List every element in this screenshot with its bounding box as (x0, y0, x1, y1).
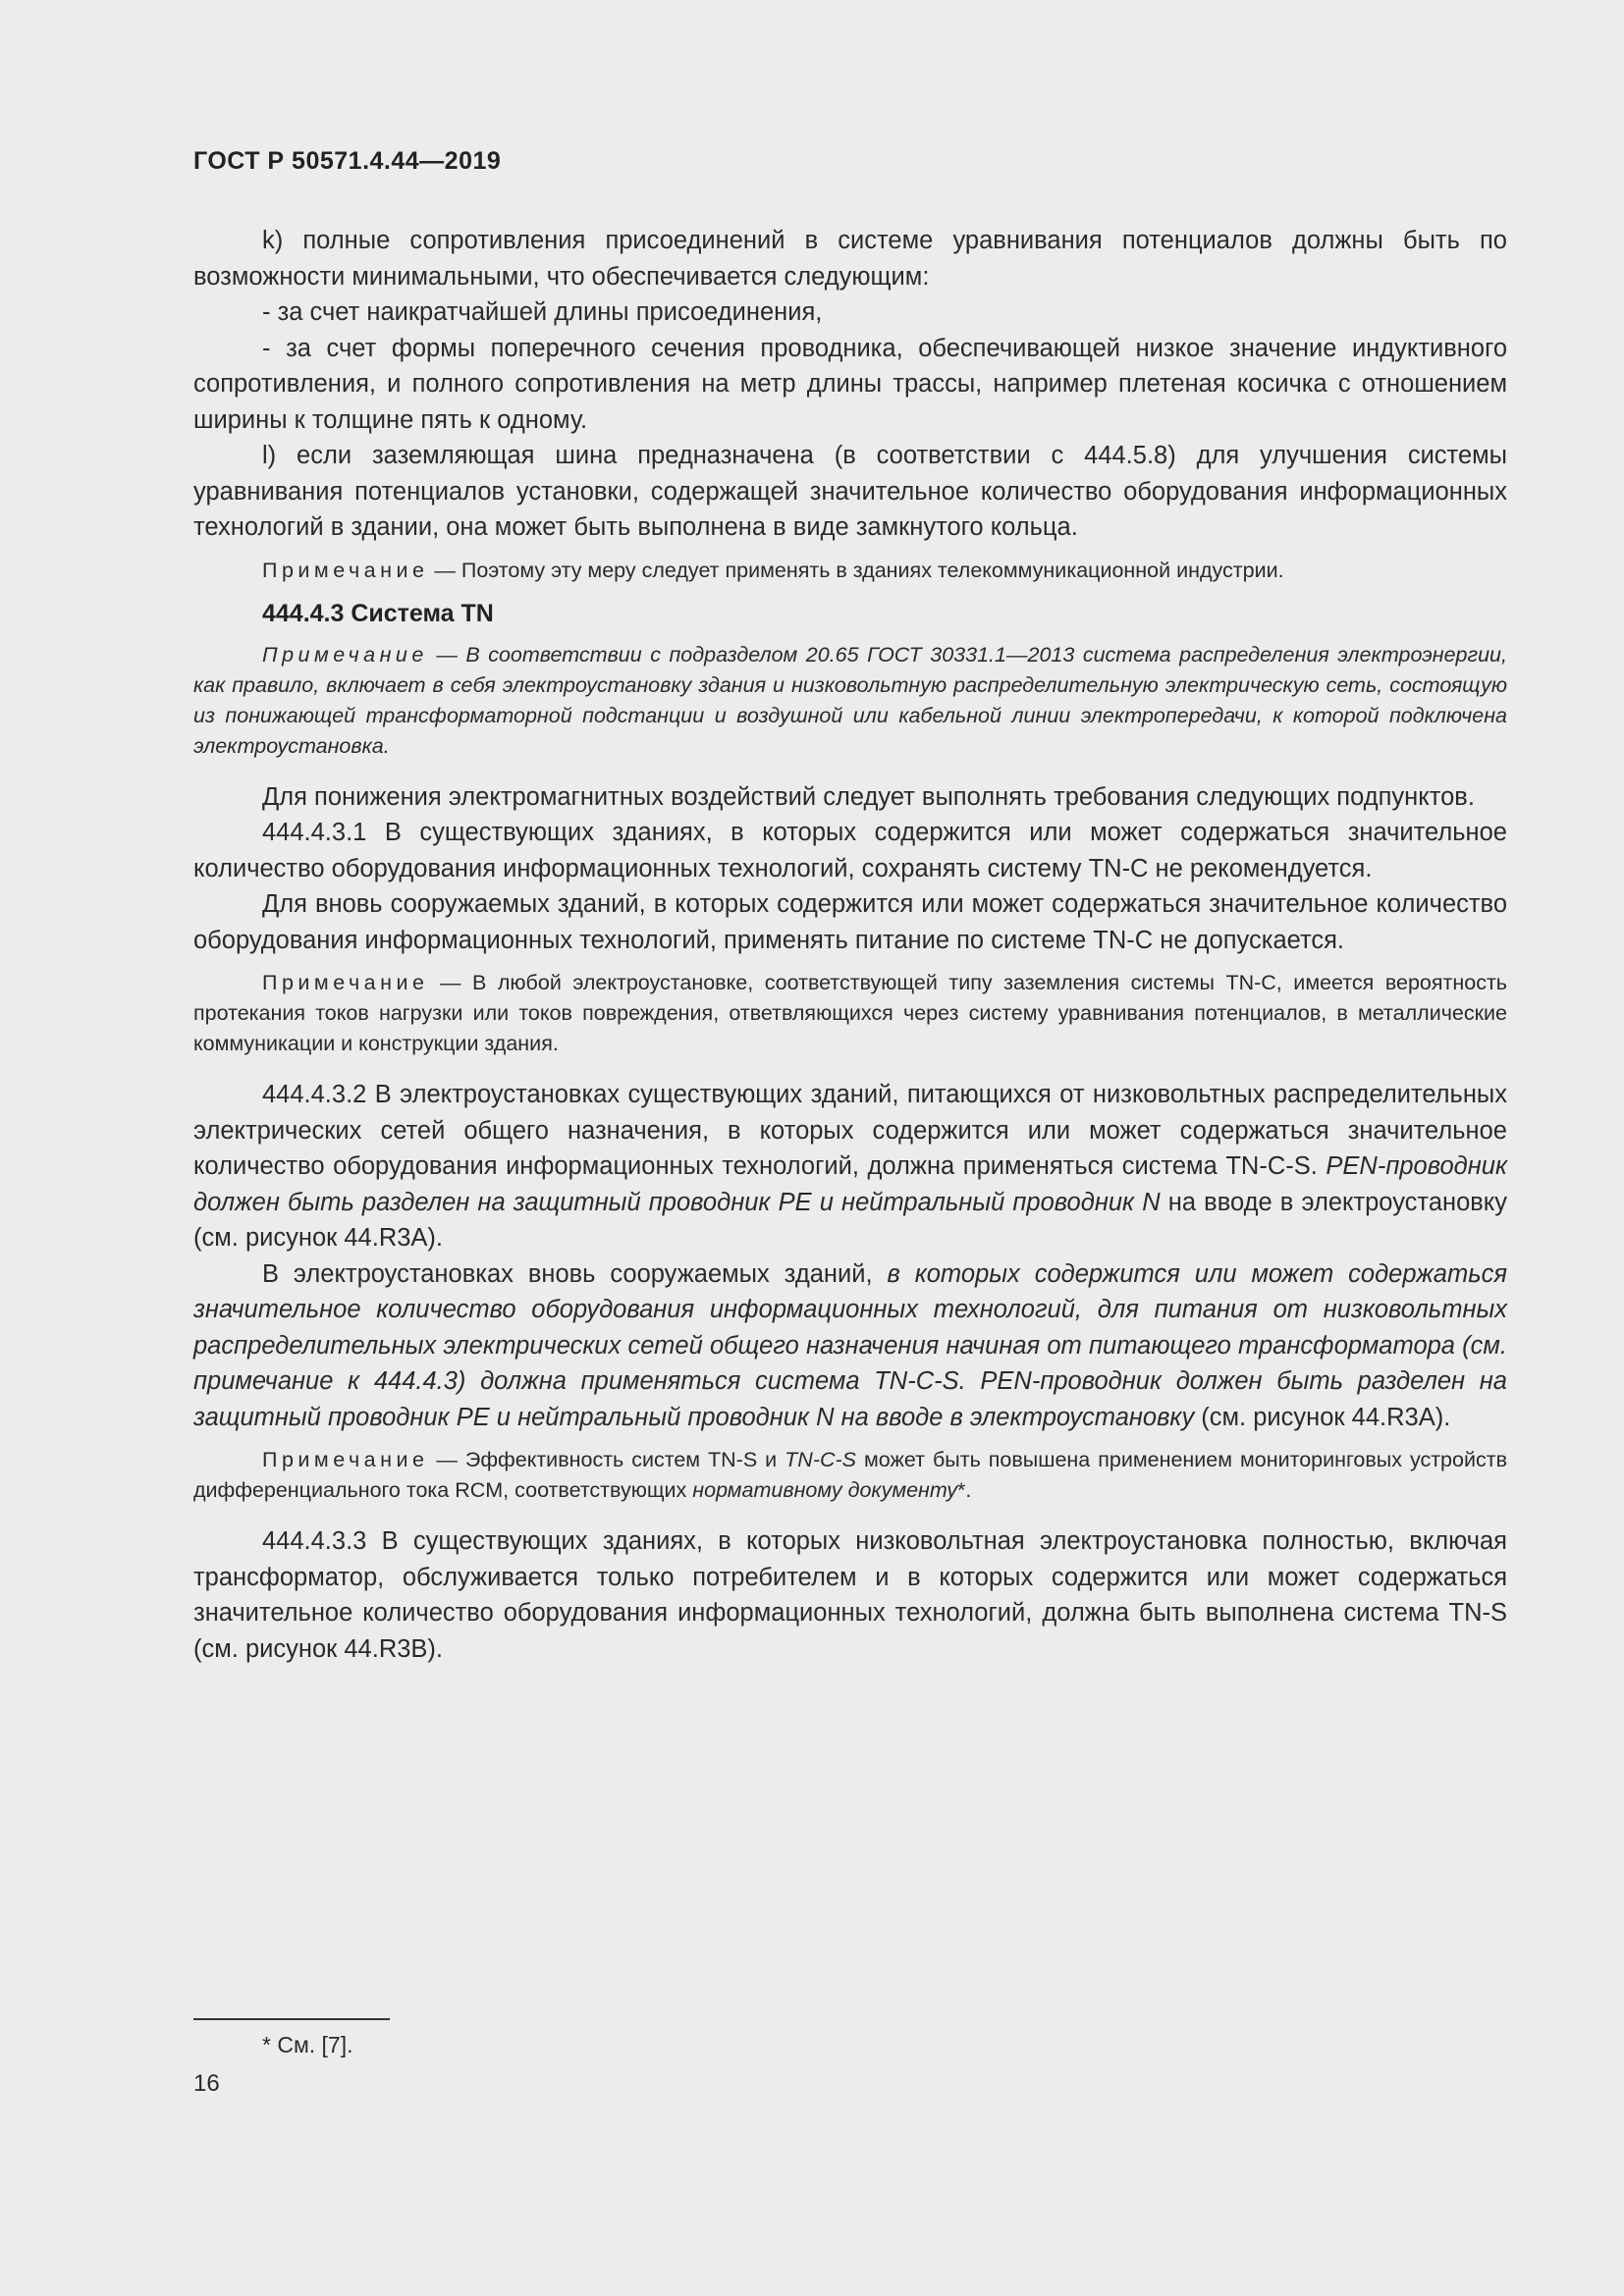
paragraph-444-4-3-3: 444.4.3.3 В существующих зданиях, в которых низковольтная электроустановка полностью, включая трансформатор, обслуживается только потребителем и в которых содержится или может содержаться значительное количество оборудования информационных технологий, должна быть выполнена система TN-S (см. рисунок 44.R3B). (193, 1527, 1507, 1663)
note-3 (193, 968, 1507, 1059)
note-label: Примечание (262, 971, 429, 994)
paragraph-444-4-3-2-part-c: на вводе в электроустановку (см. рисунок 44.R3A). (193, 1188, 1507, 1252)
paragraph-reduce: Для понижения электромагнитных воздействий следует выполнять требования следующих подпунктов. (262, 782, 1475, 811)
paragraph-new-buildings: Для вновь сооружаемых зданий, в которых содержится или может содержаться значительное количество оборудования информационных технологий, применять питание по системе TN-C не допускается. (193, 890, 1507, 954)
document-header: ГОСТ Р 50571.4.44—2019 (193, 147, 502, 175)
page-number: 16 (193, 2070, 220, 2097)
note-label: Примечание (262, 558, 429, 582)
page-body (193, 147, 1507, 1667)
list-item-dash-2: - за счет формы поперечного сечения проводника, обеспечивающей низкое значение индуктивного сопротивления, и полного сопротивления на метр длины трассы, например плетеная косичка с отношением ширины к толщине пять к одному. (193, 334, 1507, 434)
paragraph-444-4-3-2-part-a: 444.4.3.2 В электроустановках существующих зданий, питающихся от низковольтных распределительных электрических сетей общего назначения, в которых содержится или может содержаться значительное количество оборудования информационных технологий, должна применяться система TN-C-S. (193, 1081, 1507, 1180)
note-label: Примечание (262, 642, 428, 667)
paragraph-new-installations (193, 1256, 1507, 1436)
note-label: Примечание (262, 1448, 429, 1471)
note-1-text: — Поэтому эту меру следует применять в зданиях телекоммуникационной индустрии. (428, 558, 1284, 582)
paragraph-new-installations-part-b: в которых содержится или может содержаться значительное количество оборудования информационных технологий, для питания от низковольтных распределительных электрических сетей общего назначения начиная от питающего трансформатора (см. примечание к 444.4.3) должна применяться система TN-C-S. PEN-проводник должен быть разделен на защитный проводник PE и нейтральный проводник N на вводе в электроустановку (193, 1259, 1508, 1431)
list-item-dash-1: - за счет наикратчайшей длины присоединения, (262, 298, 823, 326)
note-4-part-b: TN-C-S (785, 1448, 857, 1471)
note-4-part-e: *. (957, 1478, 972, 1502)
note-2-text: — В соответствии с подразделом 20.65 ГОСТ 30331.1—2013 система распределения электроэнергии, как правило, включает в себя электроустановку здания и низковольтную распределительную электрическую сеть, состоящую из понижающей трансформаторной подстанции и воздушной или кабельной линии электропередачи, к которой подключена электроустановка. (193, 642, 1507, 758)
paragraph-444-4-3-2-part-b: PEN-проводник должен быть разделен на защитный проводник PE и нейтральный проводник N (193, 1152, 1507, 1216)
note-1 (193, 556, 1507, 586)
paragraph-new-installations-part-a: В электроустановках вновь сооружаемых зданий, (262, 1259, 888, 1288)
note-2 (193, 640, 1507, 762)
note-4 (193, 1445, 1507, 1506)
note-3-text: — В любой электроустановке, соответствующей типу заземления системы TN-C, имеется вероятность протекания токов нагрузки или токов повреждения, ответвляющихся через систему уравнивания потенциалов, в металлические коммуникации и конструкции здания. (193, 971, 1507, 1055)
note-4-part-d: нормативному документу (692, 1478, 958, 1502)
paragraph-new-installations-part-c: (см. рисунок 44.R3A). (1194, 1403, 1451, 1431)
paragraph-444-4-3-2 (193, 1077, 1507, 1256)
note-4-part-c: может быть повышена применением мониторинговых устройств дифференциального тока RCM, соответствующих (193, 1448, 1507, 1502)
footnote-divider (193, 2018, 390, 2020)
paragraph-k: k) полные сопротивления присоединений в системе уравнивания потенциалов должны быть по возможности минимальными, что обеспечивается следующим: (193, 227, 1507, 291)
section-title: 444.4.3 Система TN (262, 599, 494, 627)
footnote: * См. [7]. (262, 2032, 353, 2057)
note-4-part-a: — Эффективность систем TN-S и (428, 1448, 785, 1471)
paragraph-444-4-3-1: 444.4.3.1 В существующих зданиях, в которых содержится или может содержаться значительное количество оборудования информационных технологий, сохранять систему TN-C не рекомендуется. (193, 819, 1507, 882)
paragraph-l: l) если заземляющая шина предназначена (в соответствии с 444.5.8) для улучшения системы уравнивания потенциалов установки, содержащей значительное количество оборудования информационных технологий в здании, она может быть выполнена в виде замкнутого кольца. (193, 442, 1507, 541)
